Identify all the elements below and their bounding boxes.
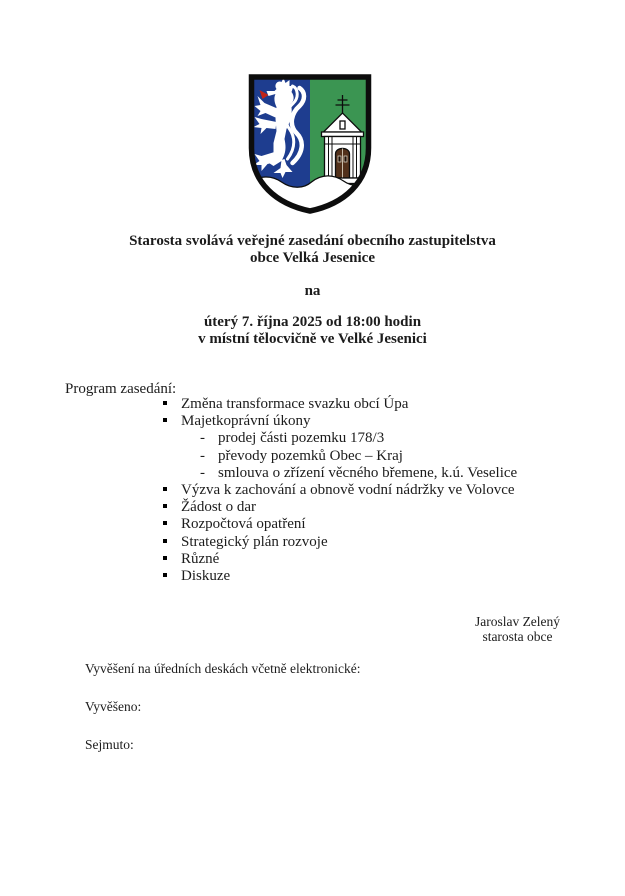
venue-line: v místní tělocvičně ve Velké Jesenici	[198, 330, 427, 347]
list-subitem-label: smlouva o zřízení věcného břemene, k.ú. Veselice	[218, 464, 518, 481]
announcement-title	[0, 233, 625, 266]
removed-label: Sejmuto:	[85, 737, 134, 752]
bullet-square-icon	[163, 504, 167, 508]
list-item	[163, 534, 583, 551]
list-item	[163, 482, 583, 499]
list-item-label: Různé	[181, 550, 220, 567]
signer-name: Jaroslav Zelený	[474, 614, 561, 629]
signer-role: starosta obce	[482, 628, 553, 644]
list-subitem	[200, 430, 583, 447]
list-item	[163, 516, 583, 533]
bullet-square-icon	[163, 521, 167, 525]
list-item	[163, 551, 583, 568]
title-line-1: Starosta svolává veřejné zasedání obecního zastupitelstva	[129, 233, 496, 249]
list-subitem-label: prodej části pozemku 178/3	[218, 430, 385, 447]
list-item	[163, 396, 583, 413]
date-line: úterý 7. října 2025 od 18:00 hodin	[203, 314, 422, 330]
bullet-square-icon	[163, 539, 167, 543]
program-heading: Program zasedání:	[65, 381, 177, 397]
list-item-label: Diskuze	[181, 568, 231, 585]
dash-bullet: -	[200, 464, 205, 481]
conjunction-na: na	[304, 283, 321, 299]
title-line-2: obce Velká Jesenice	[250, 249, 375, 266]
list-item-label: Majetkoprávní úkony	[181, 413, 311, 430]
list-subitem-label: převody pozemků Obec – Kraj	[218, 447, 403, 464]
bullet-square-icon	[163, 401, 167, 405]
list-item	[163, 568, 583, 585]
list-item-label: Změna transformace svazku obcí Úpa	[181, 396, 409, 412]
coat-of-arms	[247, 73, 373, 215]
list-item	[163, 413, 583, 430]
posting-note: Vyvěšení na úředních deskách včetně elektronické:	[85, 661, 361, 676]
list-item-label: Strategický plán rozvoje	[181, 533, 328, 550]
bullet-square-icon	[163, 573, 167, 577]
list-item-label: Výzva k zachování a obnově vodní nádržky ve Volovce	[181, 482, 515, 499]
meeting-datetime	[0, 314, 625, 347]
list-item-label: Žádost o dar	[181, 499, 256, 516]
program-list	[163, 396, 583, 585]
posted-label: Vyvěšeno:	[85, 699, 142, 714]
list-item	[163, 499, 583, 516]
bullet-square-icon	[163, 556, 167, 560]
list-subitem	[200, 448, 583, 465]
signature-block	[420, 615, 615, 644]
list-subitem	[200, 465, 583, 482]
bullet-square-icon	[163, 487, 167, 491]
list-item-label: Rozpočtová opatření	[181, 516, 306, 533]
dash-bullet: -	[200, 430, 205, 447]
bullet-square-icon	[163, 418, 167, 422]
dash-bullet: -	[200, 447, 205, 464]
